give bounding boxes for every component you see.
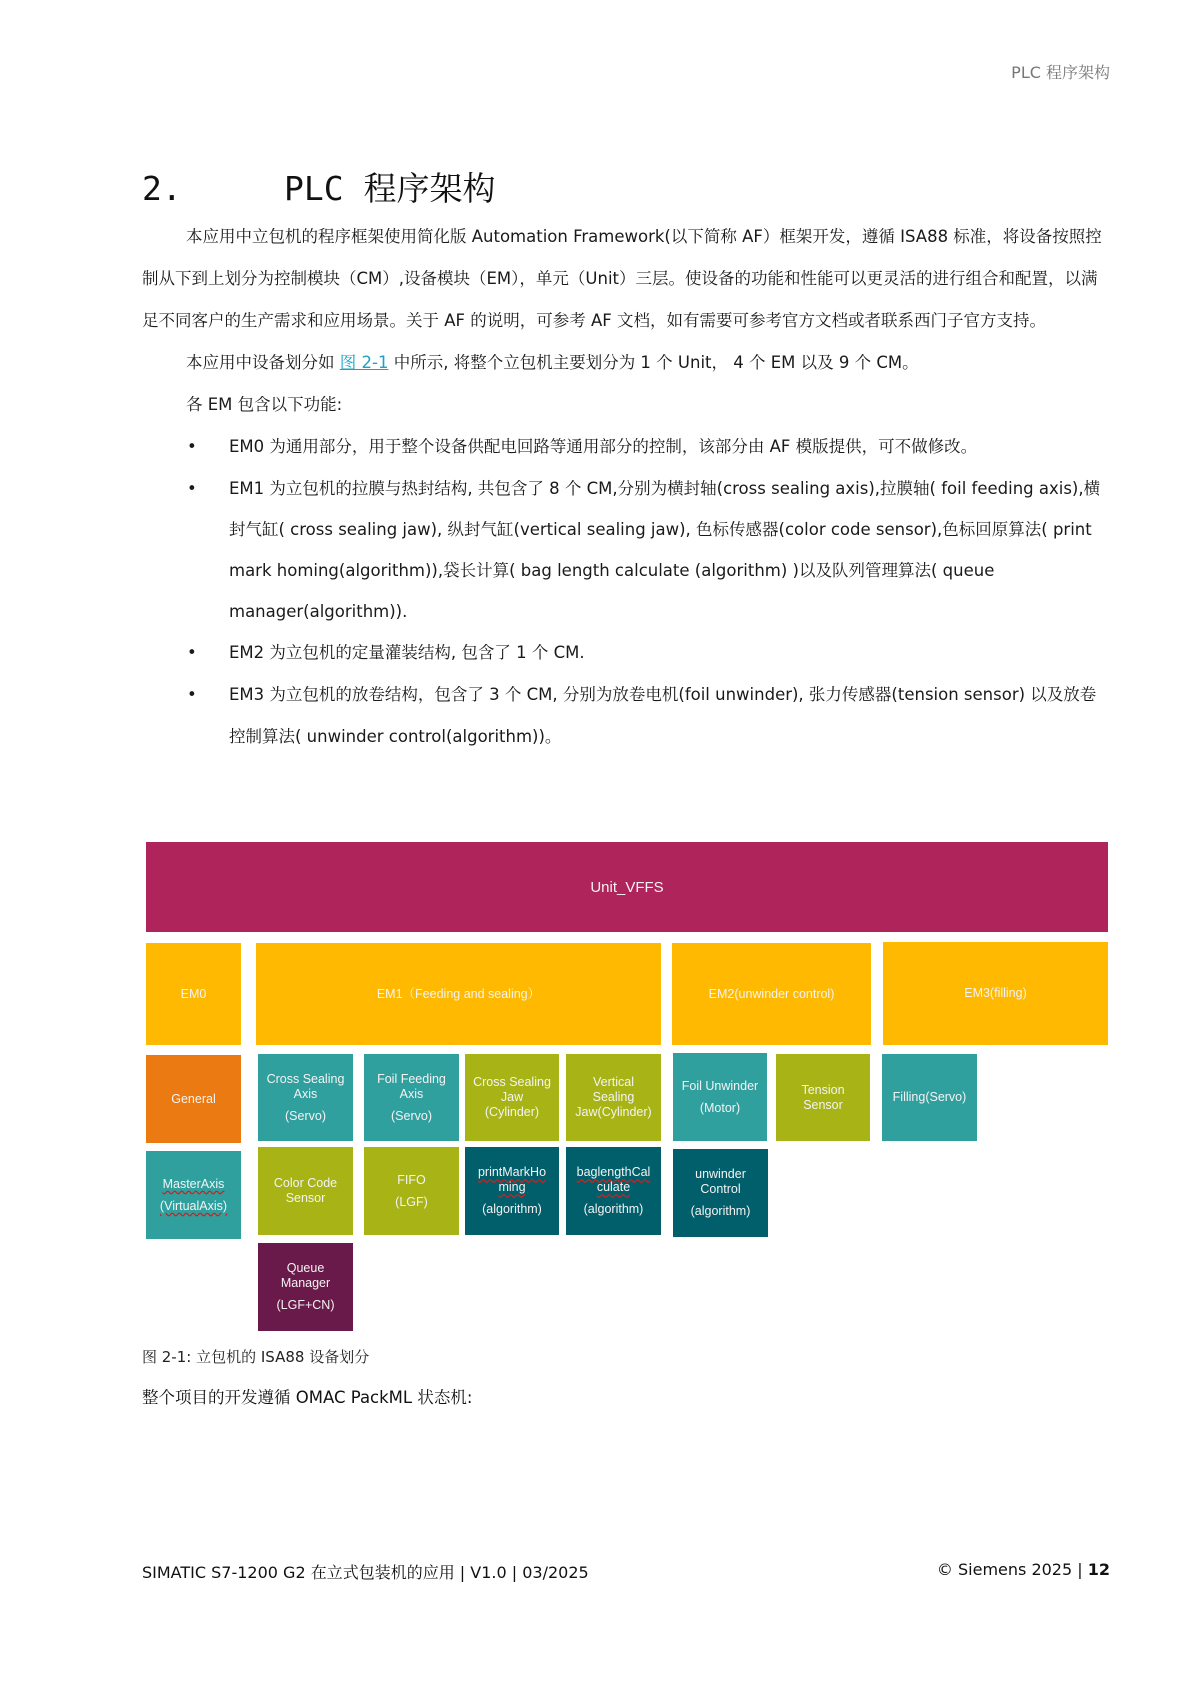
section-heading xyxy=(142,163,495,210)
cm-master-axis xyxy=(146,1151,241,1239)
cm-bag-length-calculate xyxy=(566,1147,661,1235)
body-content xyxy=(142,216,1107,758)
em1-block xyxy=(256,943,661,1045)
bullet-icon: • xyxy=(187,437,197,456)
page-number: 12 xyxy=(1087,1560,1110,1579)
cm-label: Sensor xyxy=(803,1097,843,1112)
isa88-diagram xyxy=(146,842,1108,1332)
cm-label: baglengthCal xyxy=(576,1165,651,1179)
cm-label: (LGF) xyxy=(395,1194,428,1209)
cm-label: MasterAxis xyxy=(162,1176,225,1191)
bullet-text: EM3 为立包机的放卷结构，包含了 3 个 CM, 分别为放卷电机(foil unwinder), 张力传感器(tension sensor) 以及放卷控制算法( unwinder control(algorithm))。 xyxy=(229,685,1097,746)
cm-label: Cross Sealing xyxy=(473,1075,551,1089)
bullet-text: EM2 为立包机的定量灌装结构, 包含了 1 个 CM. xyxy=(229,643,585,662)
bullet-text: EM1 为立包机的拉膜与热封结构, 共包含了 8 个 CM,分别为横封轴(cross sealing axis),拉膜轴( foil feeding axis),横封气缸( cross sealing jaw), 纵封气缸(vertical sealing jaw), 色标传感器(color code sensor),色标回原算法( print mark homing(algorithm)),袋长计算( bag length calculate (algorithm) )以及队列管理算法( queue manager(algorithm)). xyxy=(229,479,1101,621)
cm-cross-sealing-jaw xyxy=(465,1054,559,1141)
unit-label: Unit_VFFS xyxy=(590,878,664,896)
cm-label: General xyxy=(171,1091,216,1106)
cm-label: Tension xyxy=(801,1082,845,1097)
em0-label: EM0 xyxy=(180,986,207,1001)
em3-block xyxy=(883,942,1108,1045)
cm-label: Axis xyxy=(293,1086,318,1101)
cm-label: ming xyxy=(498,1180,526,1194)
cm-label: (algorithm) xyxy=(583,1202,644,1216)
cm-label: printMarkHo xyxy=(477,1165,547,1179)
bullet-item-em0 xyxy=(142,426,1107,468)
cm-label: (VirtualAxis) xyxy=(159,1198,228,1213)
cm-filling xyxy=(882,1054,977,1141)
cm-label: Filling(Servo) xyxy=(892,1090,967,1104)
unit-block xyxy=(146,842,1108,932)
cm-label: Jaw xyxy=(500,1090,524,1104)
cm-color-code-sensor xyxy=(258,1147,353,1235)
bullet-icon: • xyxy=(187,685,197,704)
cm-label: Jaw(Cylinder) xyxy=(575,1105,652,1119)
cm-label: Foil Unwinder xyxy=(681,1078,759,1093)
section-title: PLC 程序架构 xyxy=(284,169,496,208)
cm-label: Axis xyxy=(399,1086,424,1101)
cm-label: Manager xyxy=(280,1276,331,1290)
cm-label: Foil Feeding xyxy=(377,1071,446,1086)
cm-print-mark-homing xyxy=(465,1147,559,1235)
cm-foil-feeding-axis xyxy=(364,1054,459,1141)
cm-label: unwinder xyxy=(695,1167,746,1181)
em1-label: EM1（Feeding and sealing） xyxy=(376,986,541,1001)
bullet-text: EM0 为通用部分，用于整个设备供配电回路等通用部分的控制，该部分由 AF 模版提供，可不做修改。 xyxy=(229,437,978,456)
bullet-item-em2 xyxy=(142,632,1107,674)
cm-foil-unwinder xyxy=(673,1053,767,1141)
em3-label: EM3(filling) xyxy=(964,986,1027,1000)
bullet-item-em3 xyxy=(142,674,1107,758)
cm-label: Color Code xyxy=(273,1176,338,1190)
paragraph-division xyxy=(142,342,1107,384)
footer-copyright xyxy=(937,1560,1110,1579)
cm-queue-manager xyxy=(258,1243,353,1331)
em-bullet-list xyxy=(142,426,1107,758)
cm-label: FIFO xyxy=(397,1172,426,1187)
cm-label: (algorithm) xyxy=(482,1202,542,1216)
cm-label: Control xyxy=(700,1182,741,1196)
cm-vertical-sealing-jaw xyxy=(566,1054,661,1141)
cm-tension-sensor xyxy=(776,1054,870,1141)
figure-caption: 图 2-1: 立包机的 ISA88 设备划分 xyxy=(142,1348,370,1366)
paragraph-division-text: 本应用中设备划分如 xyxy=(186,353,340,372)
em0-block xyxy=(146,943,241,1045)
bullet-icon: • xyxy=(187,643,197,662)
em2-block xyxy=(672,943,871,1045)
cm-label: Sensor xyxy=(285,1191,326,1205)
cm-label: (Servo) xyxy=(391,1108,432,1123)
cm-label: Queue xyxy=(286,1261,325,1275)
cm-label: Cross Sealing xyxy=(266,1071,345,1086)
section-number: 2. xyxy=(142,169,182,208)
cm-label: (Servo) xyxy=(285,1108,326,1123)
cm-label: (Motor) xyxy=(699,1100,741,1115)
paragraph-intro: 本应用中立包机的程序框架使用简化版 Automation Framework(以下简称 AF）框架开发，遵循 ISA88 标准，将设备按照控制从下到上划分为控制模块（CM）,设备模块（EM），单元（Unit）三层。使设备的功能和性能可以更灵活的进行组合和配置，以满足不同客户的生产需求和应用场景。关于 AF 的说明，可参考 AF 文档，如有需要可参考官方文档或者联系西门子官方支持。 xyxy=(142,227,1102,330)
bullet-icon: • xyxy=(187,479,197,498)
bullet-item-em1 xyxy=(142,468,1107,632)
cm-general xyxy=(146,1055,241,1143)
paragraph-em-intro: 各 EM 包含以下功能: xyxy=(186,395,343,414)
cm-label: (Cylinder) xyxy=(484,1105,540,1119)
cm-label: culate xyxy=(596,1180,631,1194)
footer-copyright-text: © Siemens 2025 | xyxy=(936,1560,1088,1579)
footer-document-info: SIMATIC S7-1200 G2 在立式包装机的应用 | V1.0 | 03/2025 xyxy=(142,1563,589,1582)
cm-label: (LGF+CN) xyxy=(276,1298,335,1312)
figure-link[interactable]: 图 2-1 xyxy=(339,353,389,372)
paragraph-division-text-2: 中所示, 将整个立包机主要划分为 1 个 Unit， 4 个 EM 以及 9 个 CM。 xyxy=(388,353,919,372)
running-header: PLC 程序架构 xyxy=(1011,63,1110,82)
cm-unwinder-control xyxy=(673,1149,768,1237)
cm-fifo xyxy=(364,1147,459,1235)
em2-label: EM2(unwinder control) xyxy=(708,986,835,1001)
cm-label: Vertical xyxy=(593,1075,634,1089)
cm-label: (algorithm) xyxy=(690,1204,751,1218)
cm-cross-sealing-axis xyxy=(258,1054,353,1141)
paragraph-packml: 整个项目的开发遵循 OMAC PackML 状态机: xyxy=(142,1388,473,1407)
cm-label: Sealing xyxy=(592,1090,635,1104)
